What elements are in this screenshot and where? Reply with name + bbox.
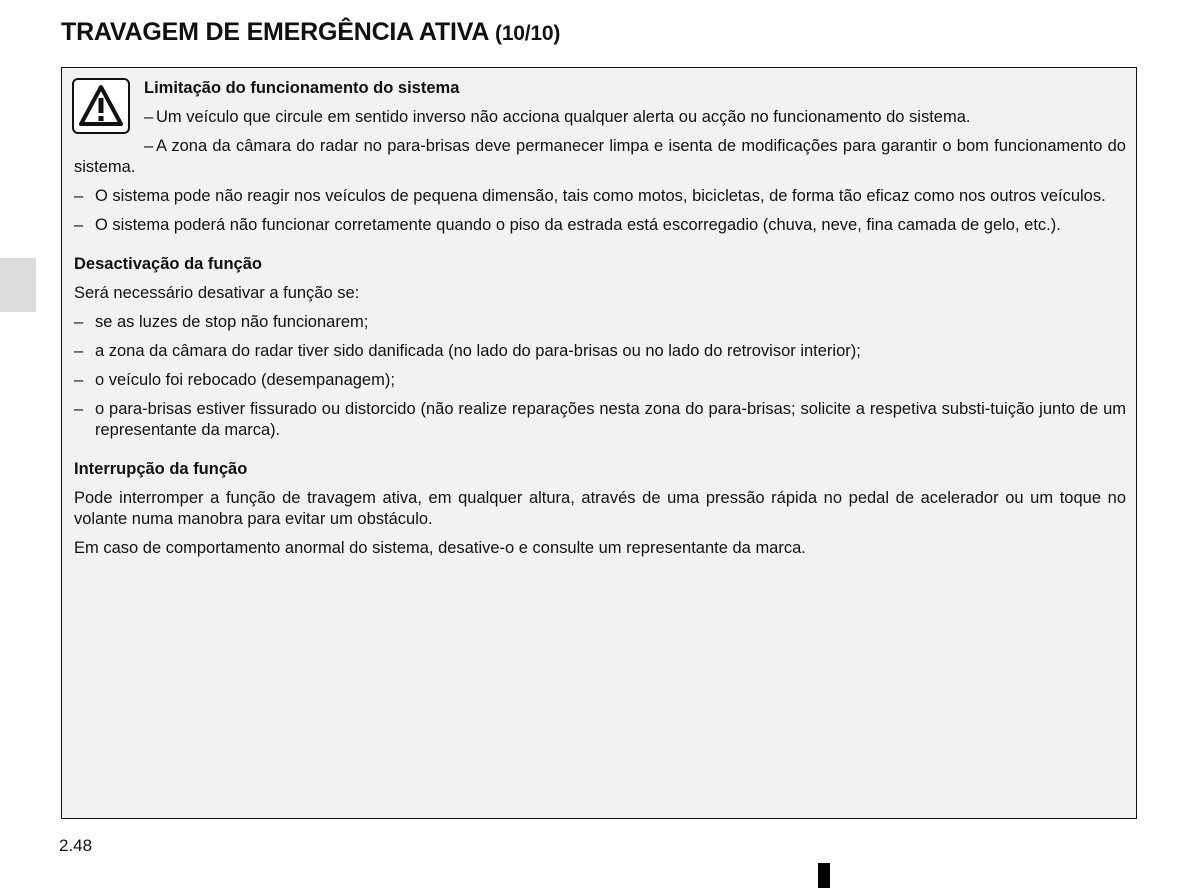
list-item-text: O sistema poderá não funcionar corretamente quando o piso da estrada está escorregadio (chuva, neve, fina camada de gelo, etc.). — [95, 216, 1061, 234]
intro-item-text: A zona da câmara do radar no para-brisas deve permanecer limpa e isenta de modificações para garantir o bom funcionamento do sistema. — [74, 137, 1126, 176]
page-number: 2.48 — [59, 836, 93, 855]
interruption-paragraph: Em caso de comportamento anormal do sistema, desative-o e consulte um representante da marca. — [74, 539, 806, 557]
interruption-heading: Interrupção da função — [74, 460, 248, 478]
intro-item-text: Um veículo que circule em sentido inverso não acciona qualquer alerta ou acção no funcionamento do sistema. — [156, 108, 971, 126]
list-item-text: o veículo foi rebocado (desempanagem); — [95, 371, 395, 389]
list-item-text: o para-brisas estiver fissurado ou distorcido (não realize reparações nesta zona do para-brisas; solicite a respetiva substi-tuição junto de um representante da marca). — [95, 400, 1126, 439]
dash: – — [74, 342, 84, 360]
list-item — [74, 341, 1126, 362]
list-item — [74, 399, 1126, 441]
deactivation-intro: Será necessário desativar a função se: — [74, 284, 360, 302]
deactivation-heading: Desactivação da função — [74, 255, 262, 273]
dash: – — [74, 187, 84, 205]
list-item — [74, 186, 1126, 207]
intro-item — [74, 136, 1126, 178]
list-item — [74, 312, 1126, 333]
page-title — [61, 18, 560, 47]
dash: – — [144, 108, 154, 126]
dash: – — [74, 371, 84, 389]
dash: – — [74, 216, 84, 234]
limitation-heading: Limitação do funcionamento do sistema — [144, 79, 460, 97]
interruption-paragraph: Pode interromper a função de travagem ativa, em qualquer altura, através de uma pressão rápida no pedal de acelerador ou um toque no volante numa manobra para evitar um obstáculo. — [74, 489, 1126, 528]
dash: – — [144, 137, 154, 155]
dash: – — [74, 313, 84, 331]
dash: – — [74, 400, 84, 418]
list-item — [74, 370, 1126, 391]
chapter-side-tab — [0, 258, 36, 312]
list-item-text: se as luzes de stop não funcionarem; — [95, 313, 369, 331]
warning-content — [74, 78, 1126, 567]
list-item — [74, 215, 1126, 236]
list-item-text: a zona da câmara do radar tiver sido danificada (no lado do para-brisas ou no lado do retrovisor interior); — [95, 342, 861, 360]
warning-box — [61, 67, 1137, 819]
page-edge-mark — [818, 863, 830, 888]
title-part-indicator: (10/10) — [495, 22, 561, 45]
title-text: TRAVAGEM DE EMERGÊNCIA ATIVA — [61, 18, 489, 46]
list-item-text: O sistema pode não reagir nos veículos de pequena dimensão, tais como motos, bicicletas, de forma tão eficaz como nos outros veículos. — [95, 187, 1106, 205]
intro-item — [144, 107, 1126, 128]
